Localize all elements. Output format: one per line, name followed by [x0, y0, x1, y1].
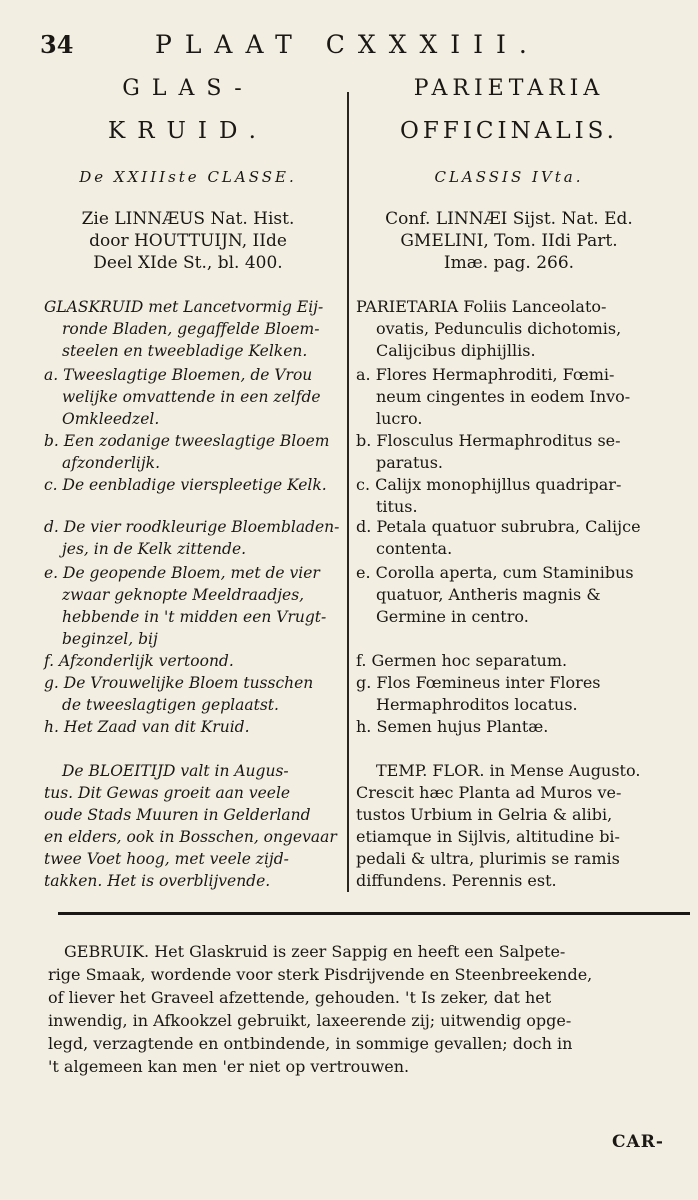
usage-line: legd, verzagtende en ontbindende, in sommige gevallen; doch in: [48, 1034, 573, 1053]
right-text-line: e. Corolla aperta, cum Staminibus: [356, 563, 634, 582]
usage-line: inwendig, in Afkookzel gebruikt, laxeerende zij; uitwendig opge-: [48, 1011, 572, 1030]
right-text-line: diffundens. Perennis est.: [356, 871, 557, 890]
right-title-2: OFFICINALIS.: [400, 118, 618, 144]
right-text-line: d. Petala quatuor subrubra, Calijce: [356, 517, 641, 536]
right-text-line: titus.: [376, 497, 418, 516]
left-text-line: c. De eenbladige vierspleetige Kelk.: [44, 476, 327, 494]
right-text-line: TEMP. FLOR. in Mense Augusto.: [376, 761, 641, 780]
right-reference-3: Imæ. pag. 266.: [443, 253, 575, 273]
left-text-line: de tweeslagtigen geplaatst.: [62, 696, 279, 714]
right-text-line: pedali & ultra, plurimis se ramis: [356, 849, 620, 868]
left-text-line: De BLOEITIJD valt in Augus-: [62, 762, 289, 780]
right-reference-1: Conf. LINNÆI Sijst. Nat. Ed.: [385, 209, 633, 229]
left-text-line: takken. Het is overblijvende.: [44, 872, 271, 890]
left-text-line: en elders, ook in Bosschen, ongevaar: [44, 828, 337, 846]
left-text-line: GLASKRUID met Lancetvormig Eij-: [44, 298, 324, 316]
left-text-line: a. Tweeslagtige Bloemen, de Vrou: [44, 366, 313, 384]
usage-line: GEBRUIK. Het Glaskruid is zeer Sappig en heeft een Salpete-: [64, 942, 566, 961]
left-reference-3: Deel XIde St., bl. 400.: [93, 253, 283, 273]
right-text-line: Crescit hæc Planta ad Muros ve-: [356, 783, 622, 802]
right-text-line: tustos Urbium in Gelria & alibi,: [356, 805, 613, 824]
right-text-line: ovatis, Pedunculis dichotomis,: [376, 319, 622, 338]
plate-heading: PLAAT CXXXIII.: [155, 30, 540, 59]
right-text-line: g. Flos Fœmineus inter Flores: [356, 673, 601, 692]
page-number: 34: [40, 30, 74, 59]
usage-paragraph: [48, 940, 684, 1078]
left-text-line: d. De vier roodkleurige Bloembladen-: [44, 518, 340, 536]
left-text-line: oude Stads Muuren in Gelderland: [44, 806, 311, 824]
right-text-line: paratus.: [376, 453, 443, 472]
left-text-line: beginzel, bij: [62, 630, 158, 648]
left-text-line: ronde Bladen, gegaffelde Bloem-: [62, 320, 320, 338]
right-text-line: Calijcibus diphijllis.: [376, 341, 536, 360]
right-text-line: etiamque in Sijlvis, altitudine bi-: [356, 827, 620, 846]
left-reference-2: door HOUTTUIJN, IIde: [89, 231, 287, 251]
left-text-line: jes, in de Kelk zittende.: [62, 540, 247, 558]
right-text-line: Germine in centro.: [376, 607, 529, 626]
column-divider: [347, 92, 349, 892]
left-text-line: hebbende in 't midden een Vrugt-: [62, 608, 327, 626]
right-text-line: lucro.: [376, 409, 423, 428]
left-text-line: e. De geopende Bloem, met de vier: [44, 564, 320, 582]
right-text-line: f. Germen hoc separatum.: [356, 651, 568, 670]
left-text-line: tus. Dit Gewas groeit aan veele: [44, 784, 291, 802]
section-rule: [58, 912, 690, 915]
right-class-line: CLASSIS IVta.: [434, 168, 584, 186]
left-text-line: f. Afzonderlijk vertoond.: [44, 652, 234, 670]
left-title-2: KRUID.: [108, 118, 268, 144]
left-text-line: h. Het Zaad van dit Kruid.: [44, 718, 250, 736]
left-text-line: steelen en tweebladige Kelken.: [62, 342, 308, 360]
right-text-line: c. Calijx monophijllus quadripar-: [356, 475, 622, 494]
right-reference-2: GMELINI, Tom. IIdi Part.: [400, 231, 618, 251]
left-class-line: De XXIIIste CLASSE.: [79, 168, 297, 186]
left-title-1: GLAS-: [122, 76, 254, 101]
left-reference-1: Zie LINNÆUS Nat. Hist.: [81, 209, 295, 229]
right-text-line: b. Flosculus Hermaphroditus se-: [356, 431, 621, 450]
right-text-line: a. Flores Hermaphroditi, Fœmi-: [356, 365, 615, 384]
left-text-line: b. Een zodanige tweeslagtige Bloem: [44, 432, 330, 450]
left-text-line: zwaar geknopte Meeldraadjes,: [62, 586, 305, 604]
left-text-line: Omkleedzel.: [62, 410, 160, 428]
left-text-line: afzonderlijk.: [62, 454, 161, 472]
left-text-line: twee Voet hoog, met veele zijd-: [44, 850, 289, 868]
right-text-line: contenta.: [376, 539, 453, 558]
right-text-line: quatuor, Antheris magnis &: [376, 585, 601, 604]
right-title-1: PARIETARIA: [413, 76, 605, 101]
catchword: CAR-: [612, 1132, 664, 1152]
left-text-line: welijke omvattende in een zelfde: [62, 388, 321, 406]
right-text-line: PARIETARIA Foliis Lanceolato-: [356, 297, 607, 316]
right-text-line: Hermaphroditos locatus.: [376, 695, 578, 714]
usage-line: of liever het Graveel afzettende, gehouden. 't Is zeker, dat het: [48, 988, 552, 1007]
right-text-line: neum cingentes in eodem Invo-: [376, 387, 631, 406]
usage-line: 't algemeen kan men 'er niet op vertrouwen.: [48, 1057, 410, 1076]
usage-line: rige Smaak, wordende voor sterk Pisdrijvende en Steenbreekende,: [48, 965, 593, 984]
left-text-line: g. De Vrouwelijke Bloem tusschen: [44, 674, 314, 692]
right-text-line: h. Semen hujus Plantæ.: [356, 717, 549, 736]
